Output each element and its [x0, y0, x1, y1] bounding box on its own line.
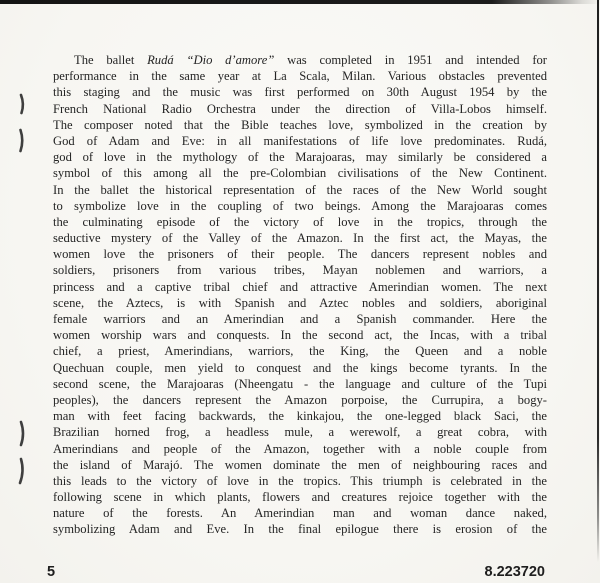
text-line: symbol of this among all the pre-Colombian civilisations of the New Continent.: [53, 166, 547, 181]
text-line: following scene in which plants, flowers and creatures rejoice together with the: [53, 490, 547, 505]
staple-mark: [21, 422, 23, 445]
staple-mark: [20, 459, 23, 483]
scan-top-edge-artifact: [0, 0, 600, 4]
text-line: scene, the Aztecs, is with Spanish and Aztec nobles and soldiers, aboriginal: [53, 295, 547, 310]
text-line: [53, 52, 547, 68]
text-line: the culminating episode of the victory of love in the tropics, through the: [53, 214, 547, 229]
staple-mark: [21, 95, 23, 113]
body-text: [53, 52, 547, 538]
text-line: this staging and the music was first performed on 30th August 1954 by the: [53, 85, 547, 100]
text-line: God of Adam and Eve: in all manifestations of life love predominates. Rudá,: [53, 133, 547, 148]
scan-right-edge-artifact: [597, 0, 599, 562]
text-line: soldiers, prisoners from various tribes, Mayan noblemen and warriors, a: [53, 263, 547, 278]
text-line: chief, a priest, Amerindians, warriors, the King, the Queen and a noble: [53, 344, 547, 359]
text-line: second scene, the Marajoaras (Nheengatu - the language and culture of the Tupi: [53, 376, 547, 391]
staple-mark: [21, 130, 23, 151]
text-line: Amerindians and people of the Amazon, together with a noble couple from: [53, 441, 547, 456]
text-line: In the ballet the historical representation of the races of the New World sought: [53, 182, 547, 197]
text-line: The composer noted that the Bible teaches love, symbolized in the creation by: [53, 117, 547, 132]
text-line: to symbolize love in the coupling of two beings. Among the Marajoaras comes: [53, 198, 547, 213]
text-line: god of love in the mythology of the Marajoaras, may similarly be considered a: [53, 150, 547, 165]
text-line: Quechuan couple, men yield to conquest and the kings become tyrants. In the: [53, 360, 547, 375]
text-line: seductive mystery of the Valley of the Amazon. In the first act, the Mayas, the: [53, 231, 547, 246]
text-line: nature of the forests. An Amerindian man and woman dance naked,: [53, 506, 547, 521]
text-segment: The ballet: [74, 53, 148, 67]
text-line: the island of Marajó. The women dominate the men of neighbouring races and: [53, 457, 547, 472]
text-line: female warriors and an Amerindian and a Spanish commander. Here the: [53, 312, 547, 326]
text-line: French National Radio Orchestra under the direction of Villa-Lobos himself.: [53, 101, 547, 116]
text-line: man with feet facing backwards, the kinkajou, the one-legged black Saci, the: [53, 409, 547, 424]
page-number: 5: [47, 564, 56, 580]
text-segment: was completed in 1951 and intended for: [274, 53, 547, 67]
text-line: symbolizing Adam and Eve. In the final epilogue there is erosion of the: [53, 522, 547, 537]
catalog-number: 8.223720: [484, 564, 545, 580]
text-line: women worship wars and conquests. In the second act, the Incas, with a tribal: [53, 328, 547, 343]
ballet-title-italic: Rudá “Dio d’amore”: [147, 53, 275, 67]
text-line: women love the prisoners of their people. The dancers represent nobles and: [53, 247, 547, 262]
text-line: this leads to the victory of love in the tropics. This triumph is celebrated in the: [53, 473, 547, 488]
text-line: peoples), the dancers represent the Amazon porpoise, the Currupira, a bogy-: [53, 392, 547, 407]
text-line: princess and a captive tribal chief and attractive Amerindian women. The next: [53, 279, 547, 294]
text-line: performance in the same year at La Scala, Milan. Various obstacles prevented: [53, 69, 547, 84]
text-line: Brazilian horned frog, a headless mule, a werewolf, a great cobra, with: [53, 425, 547, 440]
